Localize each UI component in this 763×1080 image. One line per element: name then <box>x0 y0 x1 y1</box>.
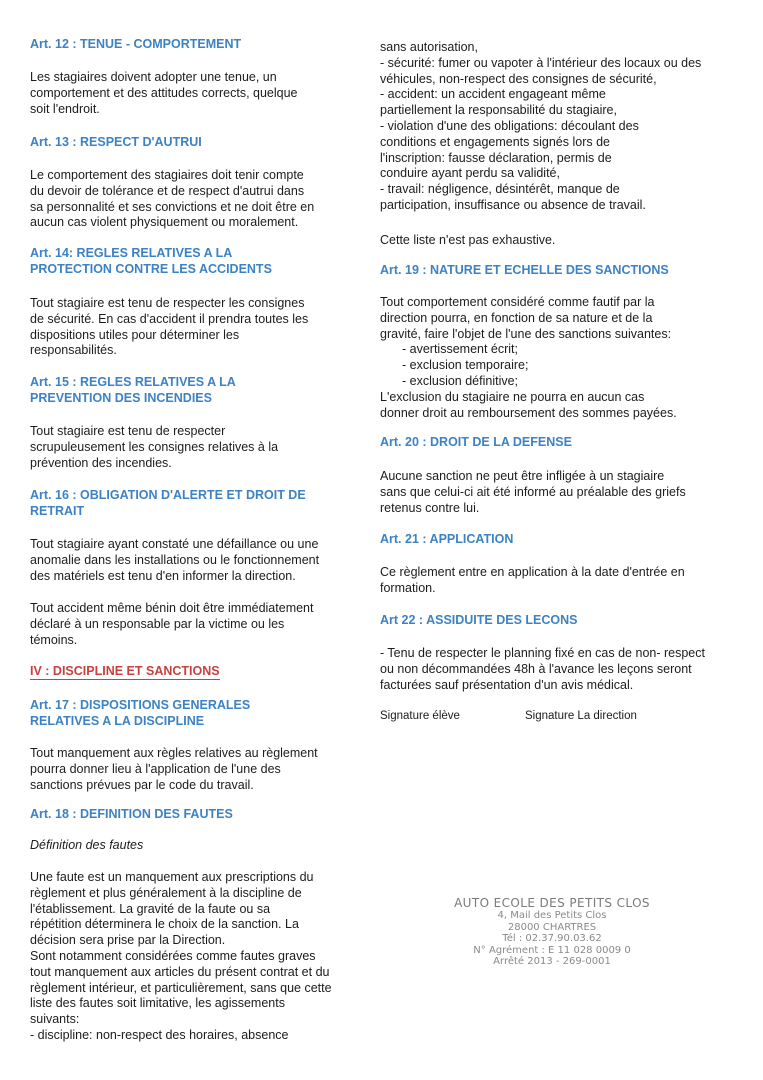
list-note: Cette liste n'est pas exhaustive. <box>380 233 556 247</box>
art15-body: Tout stagiaire est tenu de respecter scrupuleusement les consignes relatives à la prévention des incendies. <box>30 424 279 470</box>
art17-heading: Art. 17 : DISPOSITIONS GENERALES RELATIVES A LA DISCIPLINE <box>30 698 251 728</box>
stamp-line: 28000 CHARTRES <box>507 921 597 933</box>
section-title: IV : DISCIPLINE ET SANCTIONS <box>30 664 220 678</box>
art21-body: Ce règlement entre en application à la date d'entrée en formation. <box>380 565 685 595</box>
stamp-company-name: AUTO ECOLE DES PETITS CLOS <box>454 896 650 910</box>
stamp-line: 4, Mail des Petits Clos <box>497 910 607 921</box>
art12-body: Les stagiaires doivent adopter une tenue, un comportement et des attitudes corrects, quelque soit l'endroit. <box>30 70 298 116</box>
art16-body: Tout stagiaire ayant constaté une défaillance ou une anomalie dans les installations ou le fonctionnement des matériels est tenu d'en informer la direction. <box>30 537 320 583</box>
art17-body: Tout manquement aux règles relatives au règlement pourra donner lieu à l'application de l'une des sanctions prévues par le code du travail. <box>30 746 318 792</box>
signature-student-label: Signature élève <box>380 710 460 722</box>
art15-heading: Art. 15 : REGLES RELATIVES A LA PREVENTION DES INCENDIES <box>30 375 236 405</box>
art19-heading: Art. 19 : NATURE ET ECHELLE DES SANCTIONS <box>380 263 669 277</box>
art14-body: Tout stagiaire est tenu de respecter les consignes de sécurité. En cas d'accident il prendra toutes les dispositions utiles pour déterminer les responsabilités. <box>30 296 309 358</box>
sanction-item: - avertissement écrit; <box>402 342 519 357</box>
art20-body: Aucune sanction ne peut être infligée à un stagiaire sans que celui-ci ait été informé au préalable des griefs retenus contre lui. <box>380 469 686 515</box>
art13-body: Le comportement des stagiaires doit tenir compte du devoir de tolérance et de respect d'autrui dans sa personnalité et ses convictions et ne doit être en aucun cas violent physiquement ou moralement. <box>30 168 315 230</box>
art16-heading: Art. 16 : OBLIGATION D'ALERTE ET DROIT DE RETRAIT <box>30 488 306 518</box>
art16-body-2: Tout accident même bénin doit être immédiatement déclaré à un responsable par la victime ou les témoins. <box>30 601 314 647</box>
signature-direction-label: Signature La direction <box>525 710 637 722</box>
art18-subtitle: Définition des fautes <box>30 838 144 852</box>
stamp-line: N° Agrément : E 11 028 0009 0 <box>473 944 631 956</box>
art19-body: Tout comportement considéré comme fautif par la direction pourra, en fonction de sa nature et de la gravité, faire l'objet de l'une des sanctions suivantes: - avertissement écrit; - exclusion temporaire; - exclusion définitive; L'exclusion du stagiaire ne pourra en aucun cas donner droit au remboursement des sommes payées. <box>380 295 677 420</box>
art18-body: Une faute est un manquement aux prescriptions du règlement et plus généralement à la discipline de l'établissement. La gravité de la faute ou sa répétition déterminera le choix de la sanction. La décision sera prise par la Direction. Sont notamment considérées comme fautes graves tout manquement aux articles du présent contrat et du règlement intérieur, et particulièrement, sans que cette liste des fautes soit limitative, les agissements suivants: - discipline: non-respect des horaires, absence <box>30 870 332 1042</box>
stamp-line: Tél : 02.37.90.03.62 <box>502 933 602 944</box>
art14-heading: Art. 14: REGLES RELATIVES A LA PROTECTION CONTRE LES ACCIDENTS <box>30 246 272 276</box>
art12-heading: Art. 12 : TENUE - COMPORTEMENT <box>30 37 242 51</box>
company-stamp <box>452 896 652 968</box>
art18-continued-list: sans autorisation, - sécurité: fumer ou vapoter à l'intérieur des locaux ou des véhicules, non-respect des consignes de sécurité, - accident: un accident engageant même partiellement la responsabilité du stagiaire, - violation d'une des obligations: découlant des conditions et engagements signés lors de l'inscription: fausse déclaration, permis de conduire ayant perdu sa validité, - travail: négligence, désintérêt, manque de participation, insuffisance ou absence de travail. <box>380 40 702 212</box>
art22-heading: Art 22 : ASSIDUITE DES LECONS <box>380 613 578 627</box>
art13-heading: Art. 13 : RESPECT D'AUTRUI <box>30 135 202 149</box>
art20-heading: Art. 20 : DROIT DE LA DEFENSE <box>380 435 572 449</box>
art22-body: - Tenu de respecter le planning fixé en cas de non- respect ou non décommandées 48h à l'avance les leçons seront facturées sauf présentation d'un avis médical. <box>380 646 705 692</box>
sanction-item: - exclusion définitive; <box>402 373 519 388</box>
sanction-item: - exclusion temporaire; <box>402 358 529 373</box>
art21-heading: Art. 21 : APPLICATION <box>380 532 514 546</box>
art18-heading: Art. 18 : DEFINITION DES FAUTES <box>30 807 233 821</box>
stamp-line: Arrêté 2013 - 269-0001 <box>493 956 611 967</box>
